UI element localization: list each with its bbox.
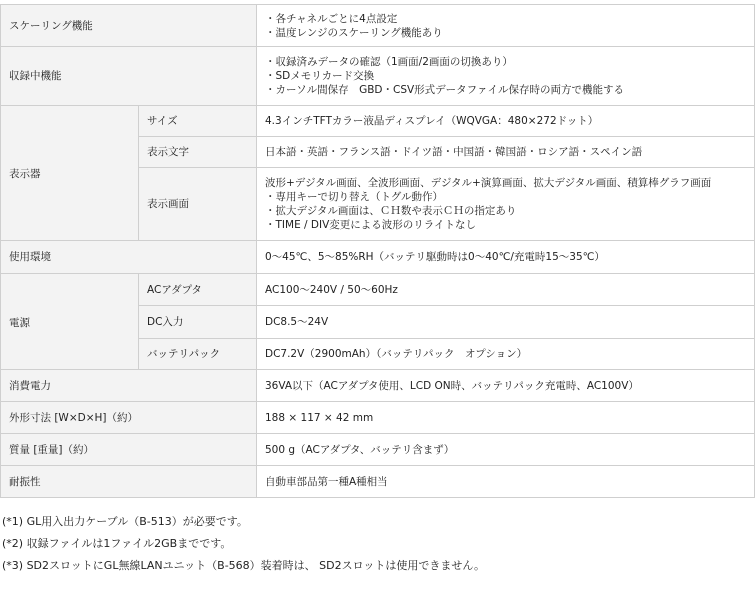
subrow-label: ACアダプタ — [138, 273, 257, 306]
subrow-label: 表示画面 — [138, 167, 257, 241]
value-line: ・SDメモリカード交換 — [265, 70, 375, 82]
value-line: 188 × 117 × 42 mm — [265, 411, 374, 424]
value-line: DC7.2V（2900mAh）（バッテリパック オプション） — [265, 348, 528, 360]
value-line: 500 g（ACアダプタ、バッテリ含まず） — [265, 443, 455, 456]
value-line: 0～45℃、5～85%RH（バッテリ駆動時は0～40℃/充電時15～35℃） — [265, 251, 605, 263]
row-label: 表示器 — [0, 105, 139, 243]
value-line: 波形+デジタル画面、全波形画面、デジタル+演算画面、拡大デジタル画面、積算棒グラフ画面 — [265, 177, 712, 189]
subrow-value — [256, 136, 755, 168]
value-line: AC100～240V / 50～60Hz — [265, 283, 398, 296]
value-line: ・収録済みデータの確認（1画面/2画面の切換あり） — [265, 56, 513, 68]
value-line: 36VA以下（ACアダプタ使用、LCD ON時、バッテリパック充電時、AC100V） — [265, 379, 639, 392]
footnote: (*3) SD2スロットにGL無線LANユニット（B-568）装着時は、 SD2スロットは使用できません。 — [2, 559, 486, 572]
subrow-label: 表示文字 — [138, 136, 257, 168]
value-line: 4.3インチTFTカラー液晶ディスプレイ（WQVGA：480×272ドット） — [265, 115, 599, 127]
row-value — [256, 240, 755, 274]
row-value — [256, 465, 755, 498]
value-line: ・専用キーで切り替え（トグル動作） — [265, 191, 443, 203]
footnote: (*2) 収録ファイルは1ファイル2GBまでです。 — [2, 537, 232, 550]
value-line: ・各チャネルごとに4点設定 — [265, 12, 398, 25]
row-value — [256, 433, 755, 466]
row-value — [256, 369, 755, 402]
subrow-value — [256, 105, 755, 137]
row-value — [256, 46, 755, 106]
footnotes — [0, 511, 755, 577]
value-line: ・TIME / DIV変更による波形のリライトなし — [265, 219, 476, 231]
row-label: スケーリング機能 — [0, 4, 257, 47]
row-value — [256, 401, 755, 434]
row-label: 消費電力 — [0, 369, 257, 402]
row-label: 耐振性 — [0, 465, 257, 498]
row-label: 使用環境 — [0, 240, 257, 274]
value-line: ・温度レンジのスケーリング機能あり — [265, 26, 443, 39]
row-value — [256, 4, 755, 47]
row-label: 電源 — [0, 273, 139, 372]
subrow-value — [256, 167, 755, 241]
subrow-value — [256, 305, 755, 339]
value-line: ・拡大デジタル画面は、ＣＨ数や表示ＣＨの指定あり — [265, 205, 517, 217]
subrow-label: バッテリパック — [138, 338, 257, 370]
row-label: 収録中機能 — [0, 46, 257, 106]
subrow-value — [256, 338, 755, 370]
value-line: 自動車部品第一種A種相当 — [265, 475, 388, 488]
row-label: 外形寸法 [W×D×H]（約） — [0, 401, 257, 434]
subrow-label: サイズ — [138, 105, 257, 137]
row-label: 質量 [重量]（約） — [0, 433, 257, 466]
value-line: 日本語・英語・フランス語・ドイツ語・中国語・韓国語・ロシア語・スペイン語 — [265, 146, 643, 158]
subrow-label: DC入力 — [138, 305, 257, 339]
value-line: DC8.5～24V — [265, 316, 329, 328]
footnote: (*1) GL用入出力ケーブル（B-513）が必要です。 — [2, 515, 248, 528]
subrow-value — [256, 273, 755, 306]
value-line: ・カーソル間保存 GBD・CSV形式データファイル保存時の両方で機能する — [265, 84, 624, 96]
